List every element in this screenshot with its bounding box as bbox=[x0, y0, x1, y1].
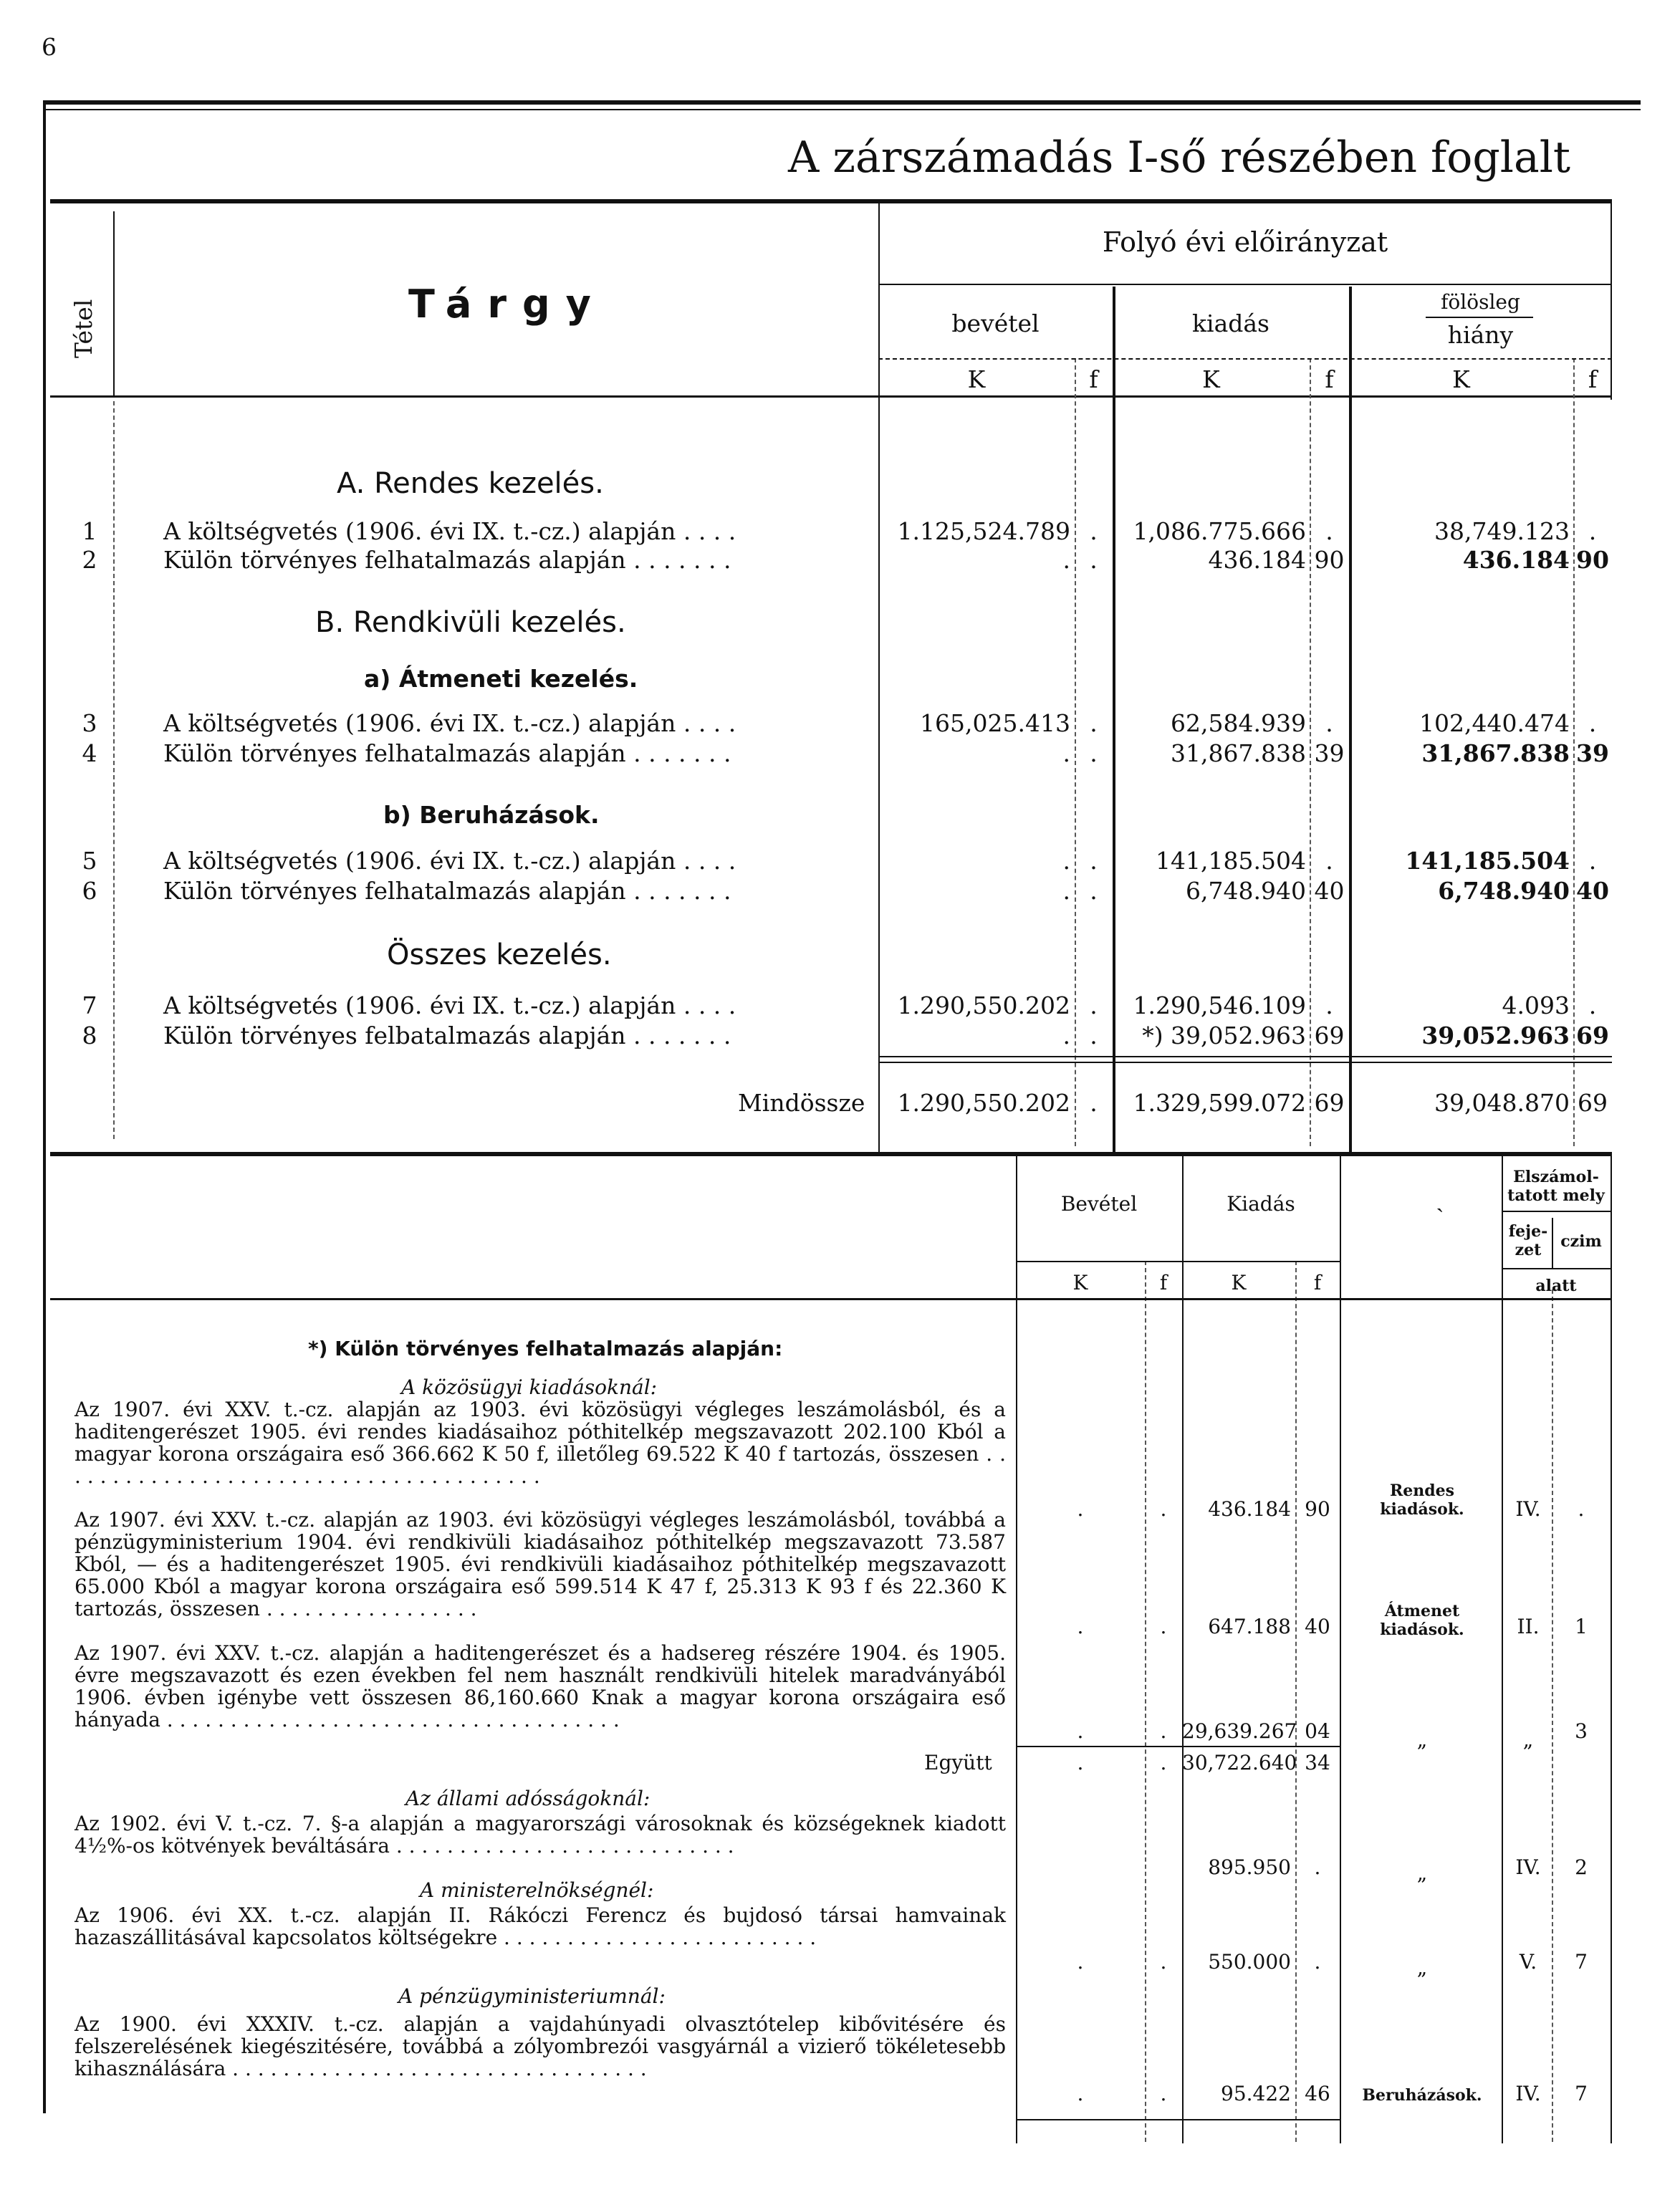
lower-bev-k: K bbox=[1072, 1271, 1088, 1294]
entry-desc: Beruházások. bbox=[1362, 2086, 1482, 2105]
entry-text: Az 1902. évi V. t.-cz. 7. §-a alapján a magyarországi városoknak és községeknek kiadott 4½%-os kötvények beváltására . . . . . . . . . . . . . . . . . . . . . . . . . . . bbox=[75, 1812, 1006, 1858]
lower-col-sep-text bbox=[1016, 1155, 1017, 2143]
entry-czim: 2 bbox=[1575, 1855, 1588, 1879]
lower-bevetel-header: Bevétel bbox=[1060, 1192, 1138, 1216]
bevetel-f: . bbox=[1090, 991, 1098, 1019]
sum-rule-2 bbox=[878, 1062, 1612, 1063]
folosleg-k: 6,748.940 bbox=[1438, 877, 1570, 905]
notes-sub-allami: Az állami adósságoknál: bbox=[405, 1787, 651, 1810]
bevetel-k: 165,025.413 bbox=[920, 709, 1070, 737]
folosleg-f: . bbox=[1588, 991, 1597, 1019]
entry-desc: „ bbox=[1416, 1956, 1428, 1979]
left-border bbox=[43, 100, 46, 2113]
folosleg-k: 39,052.963 bbox=[1421, 1022, 1570, 1049]
entry-bev-k: . bbox=[1077, 2082, 1084, 2105]
kia-k-header: K bbox=[1202, 365, 1220, 393]
header-bottom-rule bbox=[50, 395, 1612, 398]
together-kia-f: 34 bbox=[1305, 1751, 1330, 1774]
bevetel-header: bevétel bbox=[951, 309, 1040, 337]
bevetel-k: 1.290,550.202 bbox=[897, 991, 1070, 1019]
kiadas-k: 31,867.838 bbox=[1171, 739, 1306, 767]
entry-czim: . bbox=[1578, 1497, 1585, 1521]
alatt-header: alatt bbox=[1535, 1277, 1577, 1295]
notes-sub-ministerelnokseg: A ministerelnökségnél: bbox=[420, 1878, 654, 1902]
folosleg-f: . bbox=[1588, 517, 1597, 545]
entry-fejezet: II. bbox=[1517, 1615, 1540, 1638]
entry-fejezet: IV. bbox=[1515, 2082, 1541, 2105]
bevetel-k: . bbox=[1062, 847, 1070, 875]
row-number: 1 bbox=[82, 517, 97, 545]
entry-bev-f: . bbox=[1160, 2082, 1167, 2105]
entry-kia-k: 29,639.267 bbox=[1182, 1719, 1297, 1743]
entry-fejezet: V. bbox=[1519, 1950, 1537, 1974]
bevetel-k: . bbox=[1062, 1022, 1070, 1049]
bevetel-f: . bbox=[1090, 517, 1098, 545]
together-bev-k: . bbox=[1077, 1751, 1084, 1774]
folosleg-f: . bbox=[1588, 709, 1597, 737]
table-top-rule bbox=[50, 199, 1612, 203]
upper-table-bottom-rule bbox=[50, 1152, 1612, 1156]
folosleg-k: 4.093 bbox=[1502, 991, 1570, 1019]
entry-bev-f: . bbox=[1160, 1615, 1167, 1638]
row-label: A költségvetés (1906. évi IX. t.-cz.) alapján . . . . bbox=[163, 709, 736, 737]
entry-text: Az 1900. évi XXXIV. t.-cz. alapján a vajdahúnyadi olvasztótelep kibővitésére és felszerelésének kiegészitésére, továbbá a zólyombrezói vasgyárnál a vizierő tökéletesebb kihasználására . . . . . . . . . . . . . . . . . . . . . . . . . . . . . . . . . bbox=[75, 2012, 1006, 2080]
sum-rule bbox=[878, 1056, 1612, 1057]
together-kia-k: 30,722.640 bbox=[1182, 1751, 1297, 1774]
kiadas-k: 141,185.504 bbox=[1156, 847, 1306, 875]
row-number: 4 bbox=[82, 739, 97, 767]
row-number: 7 bbox=[82, 991, 97, 1019]
row-label: Külön törvényes felhatalmazás alapján . . . . . . . bbox=[163, 739, 731, 767]
total-kiadas-f: 69 bbox=[1314, 1089, 1345, 1117]
folosleg-k: 141,185.504 bbox=[1405, 847, 1570, 875]
col-sep-tetel-body bbox=[113, 401, 115, 1139]
kiadas-f: . bbox=[1325, 517, 1333, 545]
kiadas-f: . bbox=[1325, 709, 1333, 737]
total-bevetel-k: 1.290,550.202 bbox=[897, 1089, 1070, 1117]
total-bevetel-f: . bbox=[1090, 1089, 1098, 1117]
bevetel-k: . bbox=[1062, 877, 1070, 905]
entry-czim: 7 bbox=[1575, 2082, 1588, 2105]
entry-czim: 7 bbox=[1575, 1950, 1588, 1974]
folosleg-header: fölösleg bbox=[1441, 290, 1520, 314]
entry-bev-f: . bbox=[1160, 1719, 1167, 1743]
row-number: 2 bbox=[82, 546, 97, 574]
bevetel-f: . bbox=[1090, 877, 1098, 905]
section-b-heading: B. Rendkivüli kezelés. bbox=[315, 606, 626, 639]
bevetel-f: . bbox=[1090, 546, 1098, 574]
entry-text: Az 1907. évi XXV. t.-cz. alapján az 1903. évi közösügyi végleges leszámolásból, továbbá a pénzügyministerium 1904. évi rendkivüli kiadásaihoz póthitelkép megszavazott 73.587 Kból, — és a haditengerészet 1905. évi rendkivüli kiadásaihoz póthitelkép megszavazott 65.000 Kból a magyar korona országaira eső 599.514 K 47 f, 25.313 K 93 f és 22.360 K tartozás, összesen . . . . . . . . . . . . . . . . . bbox=[75, 1508, 1006, 1620]
fejezet-header: feje-zet bbox=[1508, 1222, 1548, 1259]
lower-kia-k: K bbox=[1231, 1271, 1247, 1294]
folosleg-k: 102,440.474 bbox=[1419, 709, 1570, 737]
entry-kia-f: 04 bbox=[1305, 1719, 1330, 1743]
folosleg-k: 38,749.123 bbox=[1434, 517, 1570, 545]
entry-fejezet: „ bbox=[1522, 1728, 1534, 1752]
notes-sub-kozosugyi: A közösügyi kiadásoknál: bbox=[401, 1375, 658, 1399]
entry-kia-f: . bbox=[1314, 1855, 1321, 1879]
folyo-header: Folyó évi előirányzat bbox=[1102, 226, 1388, 258]
entry-bev-k: . bbox=[1077, 1719, 1084, 1743]
bevetel-f: . bbox=[1090, 847, 1098, 875]
entry-text: Az 1907. évi XXV. t.-cz. alapján a haditengerészet és a hadsereg részére 1904. és 1905. évre megszavazott és ezen években fel nem használt rendkivüli hitelek maradványából 1906. évben igénybe vett összesen 86,160.660 Knak a magyar korona országaira eső hányada . . . . . . . . . . . . . . . . . . . . . . . . . . . . . . . . . . . . bbox=[75, 1641, 1006, 1731]
fej-rule bbox=[1502, 1268, 1611, 1269]
section-ba-heading: a) Átmeneti kezelés. bbox=[364, 665, 638, 693]
entry-kia-k: 436.184 bbox=[1208, 1497, 1291, 1521]
top-rule bbox=[43, 100, 1641, 105]
folosleg-f: 40 bbox=[1576, 877, 1609, 905]
col-sep-tetel bbox=[113, 211, 115, 398]
lower-mark: ˴ bbox=[1436, 1192, 1444, 1220]
row-label: A költségvetés (1906. évi IX. t.-cz.) alapján . . . . bbox=[163, 517, 736, 545]
row-label: Külön törvényes felhatalmazás alapján . . . . . . . bbox=[163, 546, 731, 574]
entry-kia-k: 647.188 bbox=[1208, 1615, 1291, 1638]
row-number: 3 bbox=[82, 709, 97, 737]
entry-kia-f: 90 bbox=[1305, 1497, 1330, 1521]
kiadas-f: . bbox=[1325, 847, 1333, 875]
row-label: Külön törvényes felbatalmazás alapján . . . . . . . bbox=[163, 1022, 731, 1049]
notes-main-title: *) Külön törvényes felhatalmazás alapján: bbox=[308, 1337, 783, 1360]
row-label: Külön törvényes felhatalmazás alapján . . . . . . . bbox=[163, 877, 731, 905]
kiadas-k: 6,748.940 bbox=[1186, 877, 1306, 905]
kiadas-header: kiadás bbox=[1192, 309, 1269, 337]
folosleg-f: 90 bbox=[1576, 546, 1609, 574]
total-folosleg-k: 39,048.870 bbox=[1434, 1089, 1570, 1117]
bevetel-f: . bbox=[1090, 739, 1098, 767]
elszamol-rule bbox=[1502, 1211, 1611, 1212]
entry-desc: Átmenet kiadások. bbox=[1380, 1602, 1464, 1639]
fol-k-header: K bbox=[1452, 365, 1470, 393]
entry-kia-k: 550.000 bbox=[1208, 1950, 1291, 1974]
kiadas-f: 69 bbox=[1314, 1022, 1345, 1049]
folosleg-k: 436.184 bbox=[1462, 546, 1570, 574]
targy-header: Tárgy bbox=[408, 282, 607, 327]
entry-kia-f: 46 bbox=[1305, 2082, 1330, 2105]
entry-kia-f: . bbox=[1314, 1950, 1321, 1974]
top-rule-2 bbox=[43, 109, 1641, 110]
bevetel-k: 1.125,524.789 bbox=[897, 517, 1070, 545]
kiadas-f: 40 bbox=[1314, 877, 1345, 905]
lower-col-sep-bevetel bbox=[1182, 1155, 1184, 2143]
kiadas-k: 436.184 bbox=[1208, 546, 1306, 574]
total-label: Mindössze bbox=[738, 1089, 865, 1117]
together-label: Együtt bbox=[924, 1751, 992, 1774]
lower-col-sep-desc bbox=[1502, 1155, 1503, 2143]
bevetel-f: . bbox=[1090, 1022, 1098, 1049]
kiadas-k: *) 39,052.963 bbox=[1142, 1022, 1306, 1049]
kiadas-f: . bbox=[1325, 991, 1333, 1019]
entry-bev-k: . bbox=[1077, 1950, 1084, 1974]
header-kf-rule bbox=[878, 358, 1612, 360]
together-rule bbox=[1016, 1746, 1340, 1747]
fol-f-header: f bbox=[1588, 365, 1598, 393]
kiadas-k: 1,086.775.666 bbox=[1133, 517, 1306, 545]
lower-col-sep-bev-f bbox=[1145, 1261, 1146, 2142]
entry-desc: „ bbox=[1416, 1728, 1428, 1752]
elszamol-header: Elszámol-tatott mely bbox=[1507, 1168, 1605, 1205]
bev-k-header: K bbox=[967, 365, 986, 393]
tetel-header: Tétel bbox=[69, 299, 97, 358]
entry-bev-k: . bbox=[1077, 1615, 1084, 1638]
page-title: A zárszámadás I-ső részében foglalt bbox=[788, 133, 1571, 183]
hiany-header: hiány bbox=[1447, 321, 1514, 349]
folosleg-f: 39 bbox=[1576, 739, 1609, 767]
entry-text: Az 1906. évi XX. t.-cz. alapján II. Rákóczi Ferencz és bujdosó társai hamvainak hazaszállitásával kapcsolatos költségekre . . . . . . . . . . . . . . . . . . . . . . . . . bbox=[75, 1903, 1006, 1949]
entry-kia-k: 895.950 bbox=[1208, 1855, 1291, 1879]
czim-header: czim bbox=[1560, 1232, 1602, 1251]
folosleg-f: 69 bbox=[1576, 1022, 1609, 1049]
row-label: A költségvetés (1906. évi IX. t.-cz.) alapján . . . . bbox=[163, 847, 736, 875]
lower-col-sep-fej-body bbox=[1552, 1289, 1553, 2142]
row-label: A költségvetés (1906. évi IX. t.-cz.) alapján . . . . bbox=[163, 991, 736, 1019]
header-sub-rule bbox=[878, 284, 1612, 285]
page-number: 6 bbox=[42, 33, 57, 61]
kiadas-k: 1.290,546.109 bbox=[1133, 991, 1306, 1019]
folosleg-f: . bbox=[1588, 847, 1597, 875]
lower-col-sep-kiadas bbox=[1340, 1155, 1341, 2143]
folosleg-k: 31,867.838 bbox=[1421, 739, 1570, 767]
entry-bev-f: . bbox=[1160, 1497, 1167, 1521]
entry-desc: Rendes kiadások. bbox=[1380, 1481, 1464, 1519]
bev-f-header: f bbox=[1089, 365, 1098, 393]
section-bb-heading: b) Beruházások. bbox=[383, 801, 600, 829]
lower-header-sub-rule bbox=[1016, 1261, 1340, 1262]
row-number: 6 bbox=[82, 877, 97, 905]
entry-czim: 1 bbox=[1575, 1615, 1588, 1638]
kiadas-k: 62,584.939 bbox=[1171, 709, 1306, 737]
entry-desc: „ bbox=[1416, 1861, 1428, 1885]
together-bev-f: . bbox=[1160, 1751, 1167, 1774]
section-a-heading: A. Rendes kezelés. bbox=[337, 467, 604, 500]
notes-sub-penzugyministerium: A pénzügyministeriumnál: bbox=[398, 1984, 666, 2008]
kia-f-header: f bbox=[1325, 365, 1334, 393]
lower-bottom-rule bbox=[1016, 2119, 1340, 2120]
entry-bev-f: . bbox=[1160, 1950, 1167, 1974]
entry-kia-k: 95.422 bbox=[1221, 2082, 1291, 2105]
kiadas-f: 39 bbox=[1314, 739, 1345, 767]
lower-kia-f: f bbox=[1313, 1271, 1322, 1294]
total-folosleg-f: 69 bbox=[1578, 1089, 1608, 1117]
lower-bev-f: f bbox=[1159, 1271, 1168, 1294]
entry-bev-k: . bbox=[1077, 1497, 1084, 1521]
bevetel-k: . bbox=[1062, 546, 1070, 574]
entry-kia-f: 40 bbox=[1305, 1615, 1330, 1638]
entry-text: Az 1907. évi XXV. t.-cz. alapján az 1903. évi közösügyi végleges leszámolásból, és a haditengerészet 1905. évi rendes kiadásaihoz póthitelkép megszavazott 202.100 Kból a magyar korona országaira eső 366.662 K 50 f, illetőleg 69.522 K 40 f tartozás, összesen . . . . . . . . . . . . . . . . . . . . . . . . . . . . . . . . . . . . . . . bbox=[75, 1398, 1006, 1488]
entry-fejezet: IV. bbox=[1515, 1855, 1541, 1879]
total-kiadas-k: 1.329,599.072 bbox=[1133, 1089, 1306, 1117]
folosleg-hiany-rule bbox=[1426, 317, 1533, 318]
row-number: 5 bbox=[82, 847, 97, 875]
section-all-heading: Összes kezelés. bbox=[387, 938, 612, 971]
entry-czim: 3 bbox=[1575, 1719, 1588, 1743]
lower-kiadas-header: Kiadás bbox=[1227, 1192, 1295, 1216]
lower-col-sep-kia-f bbox=[1295, 1261, 1297, 2142]
row-number: 8 bbox=[82, 1022, 97, 1049]
lower-right-border bbox=[1611, 1155, 1612, 2143]
entry-fejezet: IV. bbox=[1515, 1497, 1541, 1521]
bevetel-f: . bbox=[1090, 709, 1098, 737]
bevetel-k: . bbox=[1062, 739, 1070, 767]
kiadas-f: 90 bbox=[1314, 546, 1345, 574]
lower-header-bottom-rule bbox=[50, 1298, 1612, 1300]
